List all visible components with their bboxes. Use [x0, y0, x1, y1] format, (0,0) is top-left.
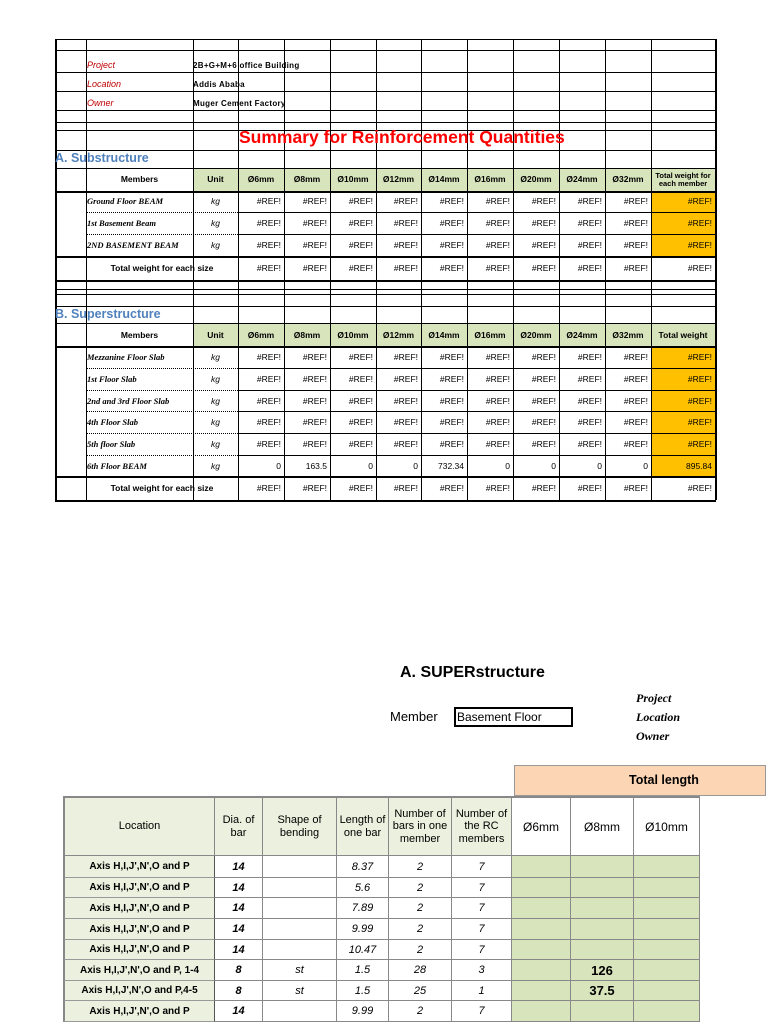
- length-d8-cell: [571, 898, 634, 919]
- member-name: 2nd and 3rd Floor Slab: [87, 396, 170, 407]
- value-cell: #REF!: [393, 439, 418, 450]
- value-cell: #REF!: [485, 240, 510, 251]
- size-header: Ø20mm: [520, 329, 552, 340]
- value-cell: #REF!: [439, 196, 464, 207]
- unit-cell: kg: [211, 374, 220, 385]
- value-cell: #REF!: [577, 439, 602, 450]
- total-row-value: #REF!: [439, 263, 464, 274]
- grid-col-line: [55, 39, 57, 500]
- value-cell: #REF!: [485, 218, 510, 229]
- member-name: 6th Floor BEAM: [87, 461, 147, 472]
- total-cell: #REF!: [687, 352, 712, 363]
- value-cell: #REF!: [393, 240, 418, 251]
- length-d6-cell: [512, 856, 571, 878]
- bars-cell: 2: [389, 898, 452, 919]
- dia-cell: 14: [215, 919, 263, 940]
- members-count-cell: 1: [452, 981, 512, 1001]
- value-cell: #REF!: [348, 439, 373, 450]
- size-header: Ø10mm: [337, 329, 369, 340]
- location-cell: Axis H,I,J',N',O and P: [63, 878, 215, 898]
- value-cell: #REF!: [623, 439, 648, 450]
- value-cell: #REF!: [256, 240, 281, 251]
- member-name: Mezzanine Floor Slab: [87, 352, 165, 363]
- member-select-box[interactable]: Basement Floor: [454, 707, 573, 727]
- value-cell: #REF!: [485, 396, 510, 407]
- total-header: Total weight for each member: [655, 171, 711, 188]
- value-cell: #REF!: [256, 218, 281, 229]
- dia-cell: 14: [215, 940, 263, 960]
- dia-cell: 14: [215, 898, 263, 919]
- size-header: Ø8mm: [293, 174, 321, 185]
- grid-row-line: [55, 289, 716, 290]
- total-row-value: #REF!: [439, 483, 464, 494]
- size-header: Ø14mm: [428, 174, 460, 185]
- total-cell: #REF!: [687, 196, 712, 207]
- unit-cell: kg: [211, 352, 220, 363]
- total-row-label: Total weight for each size: [110, 483, 214, 494]
- total-row-value: #REF!: [485, 483, 510, 494]
- members-count-cell: 7: [452, 878, 512, 898]
- value-cell: #REF!: [302, 218, 327, 229]
- member-name: 5th floor Slab: [87, 439, 136, 450]
- value-cell: 0: [643, 461, 648, 472]
- length-d10-cell: [634, 1001, 700, 1022]
- length-d6-cell: [512, 960, 571, 981]
- bars-header: Number of bars in one member: [389, 796, 452, 856]
- unit-cell: kg: [211, 439, 220, 450]
- length-d10-cell: [634, 981, 700, 1001]
- value-cell: #REF!: [623, 374, 648, 385]
- length-d8-cell: [571, 919, 634, 940]
- total-cell: #REF!: [687, 218, 712, 229]
- location-cell: Axis H,I,J',N',O and P: [63, 856, 215, 878]
- unit-cell: kg: [211, 196, 220, 207]
- length-d10-cell: [634, 856, 700, 878]
- length-d8-cell: [571, 878, 634, 898]
- value-cell: #REF!: [485, 352, 510, 363]
- sheet2-title: A. SUPERstructure: [400, 664, 545, 681]
- value-cell: #REF!: [256, 417, 281, 428]
- value-cell: #REF!: [531, 439, 556, 450]
- location-header: Location: [63, 796, 215, 856]
- value-cell: 0: [551, 461, 556, 472]
- size-header: Ø10mm: [337, 174, 369, 185]
- project-label: Project: [87, 60, 116, 70]
- shape-cell: [263, 878, 337, 898]
- project-value: 2B+G+M+6 office Building: [193, 60, 300, 70]
- value-cell: #REF!: [302, 374, 327, 385]
- value-cell: 0: [413, 461, 418, 472]
- grid-row-line: [55, 50, 716, 51]
- value-cell: #REF!: [348, 417, 373, 428]
- shape-cell: st: [263, 981, 337, 1001]
- unit-cell: kg: [211, 461, 220, 472]
- value-cell: #REF!: [256, 439, 281, 450]
- size-header: Ø8mm: [571, 796, 634, 856]
- value-cell: #REF!: [577, 196, 602, 207]
- location-cell: Axis H,I,J',N',O and P: [63, 1001, 215, 1022]
- members-count-cell: 3: [452, 960, 512, 981]
- member-name: 1st Basement Beam: [87, 218, 156, 229]
- length-d10-cell: [634, 960, 700, 981]
- sheet2-owner-label: Owner: [636, 729, 670, 743]
- length-cell: 10.47: [337, 940, 389, 960]
- value-cell: #REF!: [531, 240, 556, 251]
- value-cell: #REF!: [348, 396, 373, 407]
- length-d10-cell: [634, 898, 700, 919]
- length-cell: 5.6: [337, 878, 389, 898]
- owner-value: Muger Cement Factory: [193, 98, 286, 108]
- total-row-grand: #REF!: [687, 263, 712, 274]
- value-cell: #REF!: [393, 196, 418, 207]
- value-cell: #REF!: [393, 218, 418, 229]
- total-row-value: #REF!: [256, 263, 281, 274]
- size-header: Ø10mm: [634, 796, 700, 856]
- size-header: Ø12mm: [382, 174, 415, 185]
- owner-label: Owner: [87, 98, 114, 108]
- value-cell: #REF!: [256, 396, 281, 407]
- shape-cell: [263, 919, 337, 940]
- value-cell: #REF!: [348, 218, 373, 229]
- size-header: Ø14mm: [428, 329, 460, 340]
- value-cell: #REF!: [439, 240, 464, 251]
- dia-cell: 8: [215, 981, 263, 1001]
- grid-row-line: [55, 122, 716, 123]
- members-count-cell: 7: [452, 1001, 512, 1022]
- size-header: Ø16mm: [474, 174, 506, 185]
- size-header: Ø20mm: [520, 174, 552, 185]
- value-cell: #REF!: [623, 240, 648, 251]
- grid-col-line: [715, 39, 717, 500]
- location-cell: Axis H,I,J',N',O and P: [63, 919, 215, 940]
- shape-cell: [263, 940, 337, 960]
- total-row-value: #REF!: [531, 263, 556, 274]
- total-row-value: #REF!: [348, 263, 373, 274]
- length-d6-cell: [512, 878, 571, 898]
- dia-cell: 14: [215, 1001, 263, 1022]
- value-cell: #REF!: [439, 396, 464, 407]
- size-header: Ø24mm: [566, 174, 598, 185]
- value-cell: #REF!: [439, 374, 464, 385]
- unit-cell: kg: [211, 218, 220, 229]
- value-cell: #REF!: [577, 396, 602, 407]
- value-cell: #REF!: [623, 196, 648, 207]
- length-cell: 8.37: [337, 856, 389, 878]
- value-cell: #REF!: [531, 218, 556, 229]
- length-d6-cell: [512, 919, 571, 940]
- value-cell: #REF!: [577, 218, 602, 229]
- total-row-value: #REF!: [256, 483, 281, 494]
- member-label: Member: [390, 709, 438, 724]
- length-d8-cell: [571, 856, 634, 878]
- total-cell: #REF!: [687, 240, 712, 251]
- value-cell: #REF!: [393, 396, 418, 407]
- members-header: Members: [120, 329, 159, 340]
- length-d10-cell: [634, 919, 700, 940]
- dia-cell: 14: [215, 856, 263, 878]
- total-cell: 895.84: [686, 461, 712, 472]
- shape-cell: [263, 1001, 337, 1022]
- members-count-cell: 7: [452, 940, 512, 960]
- grid-row-line: [55, 500, 716, 502]
- length-d6-cell: [512, 981, 571, 1001]
- dia-cell: 14: [215, 878, 263, 898]
- total-row-grand: #REF!: [687, 483, 712, 494]
- member-name: 4th Floor Slab: [87, 417, 139, 428]
- value-cell: 0: [597, 461, 602, 472]
- size-header: Ø8mm: [293, 329, 321, 340]
- total-cell: #REF!: [687, 374, 712, 385]
- grid-row-line: [55, 110, 716, 111]
- total-row-value: #REF!: [577, 263, 602, 274]
- total-cell: #REF!: [687, 439, 712, 450]
- total-header: Total weight: [658, 329, 708, 340]
- bars-cell: 2: [389, 940, 452, 960]
- bars-cell: 2: [389, 856, 452, 878]
- value-cell: #REF!: [577, 417, 602, 428]
- length-cell: 1.5: [337, 981, 389, 1001]
- length-cell: 1.5: [337, 960, 389, 981]
- bars-cell: 2: [389, 1001, 452, 1022]
- unit-cell: kg: [211, 417, 220, 428]
- value-cell: #REF!: [302, 240, 327, 251]
- summary-title: Summary for Reinforcement Quantities: [239, 127, 565, 147]
- sheet2-project-label: Project: [636, 691, 672, 705]
- grid-row-line: [55, 280, 716, 282]
- total-row-value: #REF!: [623, 483, 648, 494]
- member-name: 1st Floor Slab: [87, 374, 137, 385]
- value-cell: #REF!: [302, 417, 327, 428]
- bars-cell: 25: [389, 981, 452, 1001]
- location-label: Location: [87, 79, 122, 89]
- value-cell: #REF!: [485, 417, 510, 428]
- length-d8-cell: [571, 1001, 634, 1022]
- total-row-value: #REF!: [393, 263, 418, 274]
- length-cell: 9.99: [337, 919, 389, 940]
- members-count-cell: 7: [452, 898, 512, 919]
- size-header: Ø24mm: [566, 329, 598, 340]
- value-cell: #REF!: [348, 352, 373, 363]
- value-cell: #REF!: [577, 240, 602, 251]
- value-cell: #REF!: [348, 374, 373, 385]
- value-cell: 0: [368, 461, 373, 472]
- grid-row-line: [55, 294, 716, 295]
- total-cell: #REF!: [687, 417, 712, 428]
- substructure-title: A. Substructure: [55, 151, 149, 165]
- size-header: Ø6mm: [247, 174, 275, 185]
- bar-schedule-table: [63, 796, 700, 1024]
- length-d6-cell: [512, 898, 571, 919]
- members-header: Members: [120, 174, 159, 185]
- total-row-value: #REF!: [623, 263, 648, 274]
- value-cell: #REF!: [577, 374, 602, 385]
- location-cell: Axis H,I,J',N',O and P: [63, 898, 215, 919]
- value-cell: #REF!: [531, 417, 556, 428]
- value-cell: 732.34: [438, 461, 464, 472]
- size-header: Ø16mm: [474, 329, 506, 340]
- size-header: Ø32mm: [612, 329, 644, 340]
- value-cell: #REF!: [485, 439, 510, 450]
- size-header: Ø6mm: [512, 796, 571, 856]
- grid-row-line: [55, 150, 716, 151]
- length-d6-cell: [512, 1001, 571, 1022]
- value-cell: #REF!: [531, 396, 556, 407]
- shape-header: Shape of bending: [263, 796, 337, 856]
- unit-header: Unit: [207, 174, 224, 185]
- length-cell: 9.99: [337, 1001, 389, 1022]
- value-cell: 163.5: [305, 461, 327, 472]
- value-cell: #REF!: [393, 352, 418, 363]
- location-value: Addis Ababa: [193, 79, 245, 89]
- grid-row-line: [55, 39, 716, 40]
- total-row-value: #REF!: [393, 483, 418, 494]
- value-cell: 0: [505, 461, 510, 472]
- value-cell: #REF!: [393, 417, 418, 428]
- length-d8-cell: 126: [571, 960, 634, 981]
- members-count-cell: 7: [452, 919, 512, 940]
- value-cell: #REF!: [577, 352, 602, 363]
- total-row-value: #REF!: [302, 263, 327, 274]
- sheet2-location-label: Location: [636, 710, 680, 724]
- grid-row-line: [55, 91, 716, 92]
- value-cell: #REF!: [256, 374, 281, 385]
- unit-cell: kg: [211, 240, 220, 251]
- value-cell: #REF!: [531, 196, 556, 207]
- value-cell: #REF!: [393, 374, 418, 385]
- length-d10-cell: [634, 878, 700, 898]
- dia-header: Dia. of bar: [215, 796, 263, 856]
- value-cell: 0: [276, 461, 281, 472]
- length-d8-cell: [571, 940, 634, 960]
- value-cell: #REF!: [623, 396, 648, 407]
- total-cell: #REF!: [687, 396, 712, 407]
- unit-cell: kg: [211, 396, 220, 407]
- value-cell: #REF!: [348, 240, 373, 251]
- value-cell: #REF!: [531, 352, 556, 363]
- member-name: Ground Floor BEAM: [87, 196, 164, 207]
- value-cell: #REF!: [302, 196, 327, 207]
- total-row-value: #REF!: [485, 263, 510, 274]
- dia-cell: 8: [215, 960, 263, 981]
- value-cell: #REF!: [439, 417, 464, 428]
- value-cell: #REF!: [348, 196, 373, 207]
- shape-cell: [263, 856, 337, 878]
- bars-cell: 28: [389, 960, 452, 981]
- total-row-value: #REF!: [531, 483, 556, 494]
- unit-header: Unit: [207, 329, 224, 340]
- member-name: 2ND BASEMENT BEAM: [87, 240, 179, 251]
- total-row-label: Total weight for each size: [110, 263, 214, 274]
- value-cell: #REF!: [623, 218, 648, 229]
- value-cell: #REF!: [623, 417, 648, 428]
- value-cell: #REF!: [531, 374, 556, 385]
- superstructure-title: B. Superstructure: [55, 307, 161, 321]
- size-header: Ø12mm: [382, 329, 415, 340]
- value-cell: #REF!: [256, 352, 281, 363]
- length-d6-cell: [512, 940, 571, 960]
- value-cell: #REF!: [256, 196, 281, 207]
- value-cell: #REF!: [439, 352, 464, 363]
- value-cell: #REF!: [302, 396, 327, 407]
- summary-sheet: [0, 0, 768, 505]
- shape-cell: [263, 898, 337, 919]
- bars-cell: 2: [389, 919, 452, 940]
- location-cell: Axis H,I,J',N',O and P,4-5: [63, 981, 215, 1001]
- total-row-value: #REF!: [348, 483, 373, 494]
- value-cell: #REF!: [439, 218, 464, 229]
- length-d8-cell: 37.5: [571, 981, 634, 1001]
- value-cell: #REF!: [623, 352, 648, 363]
- value-cell: #REF!: [302, 439, 327, 450]
- size-header: Ø32mm: [612, 174, 644, 185]
- value-cell: #REF!: [302, 352, 327, 363]
- size-header: Ø6mm: [247, 329, 275, 340]
- length-header: Length of one bar: [337, 796, 389, 856]
- bars-cell: 2: [389, 878, 452, 898]
- length-d10-cell: [634, 940, 700, 960]
- total-length-header: Total length: [514, 765, 766, 796]
- shape-cell: st: [263, 960, 337, 981]
- value-cell: #REF!: [485, 196, 510, 207]
- total-row-value: #REF!: [577, 483, 602, 494]
- value-cell: #REF!: [485, 374, 510, 385]
- members-count-header: Number of the RC members: [452, 796, 512, 856]
- location-cell: Axis H,I,J',N',O and P, 1-4: [63, 960, 215, 981]
- location-cell: Axis H,I,J',N',O and P: [63, 940, 215, 960]
- value-cell: #REF!: [439, 439, 464, 450]
- total-row-value: #REF!: [302, 483, 327, 494]
- members-count-cell: 7: [452, 856, 512, 878]
- length-cell: 7.89: [337, 898, 389, 919]
